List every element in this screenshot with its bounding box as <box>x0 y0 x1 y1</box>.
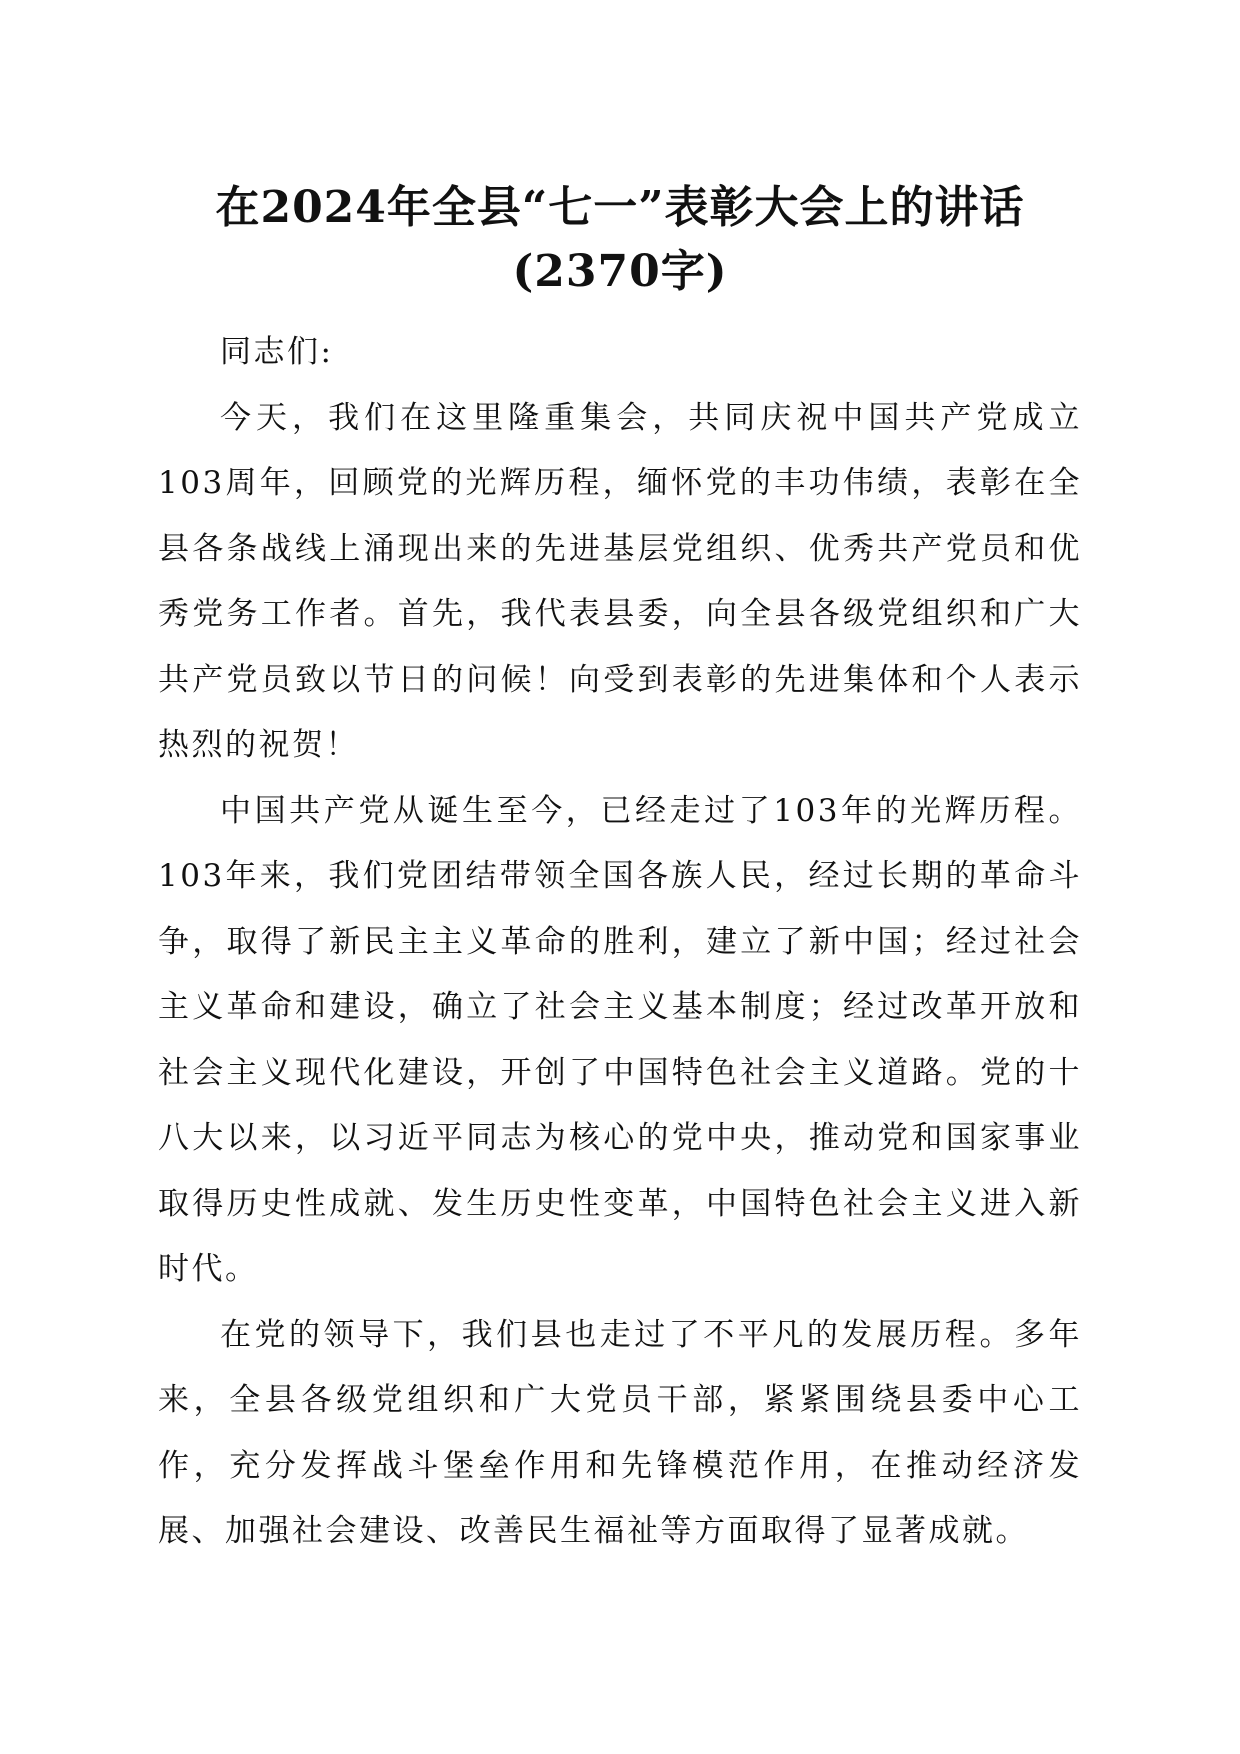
paragraph-3: 在党的领导下，我们县也走过了不平凡的发展历程。多年来，全县各级党组织和广大党员干部，紧紧围绕县委中心工作，充分发挥战斗堡垒作用和先锋模范作用，在推动经济发展、加强社会建设、改善民生福祉等方面取得了显著成就。 <box>158 1316 1082 1549</box>
document-title: 在2024年全县“七一”表彰大会上的讲话 <box>215 182 1025 233</box>
document-body <box>158 320 1082 1565</box>
document-word-count: (2370字) <box>512 246 728 297</box>
paragraph-2: 中国共产党从诞生至今，已经走过了103年的光辉历程。103年来，我们党团结带领全国各族人民，经过长期的革命斗争，取得了新民主主义革命的胜利，建立了新中国；经过社会主义革命和建设，确立了社会主义基本制度；经过改革开放和社会主义现代化建设，开创了中国特色社会主义道路。党的十八大以来，以习近平同志为核心的党中央，推动党和国家事业取得历史性成就、发生历史性变革，中国特色社会主义进入新时代。 <box>158 792 1082 1287</box>
salutation: 同志们: <box>220 334 334 370</box>
paragraph-1: 今天，我们在这里隆重集会，共同庆祝中国共产党成立103周年，回顾党的光辉历程，缅怀党的丰功伟绩，表彰在全县各条战线上涌现出来的先进基层党组织、优秀共产党员和优秀党务工作者。首先，我代表县委，向全县各级党组织和广大共产党员致以节日的问候！向受到表彰的先进集体和个人表示热烈的祝贺！ <box>158 399 1082 763</box>
